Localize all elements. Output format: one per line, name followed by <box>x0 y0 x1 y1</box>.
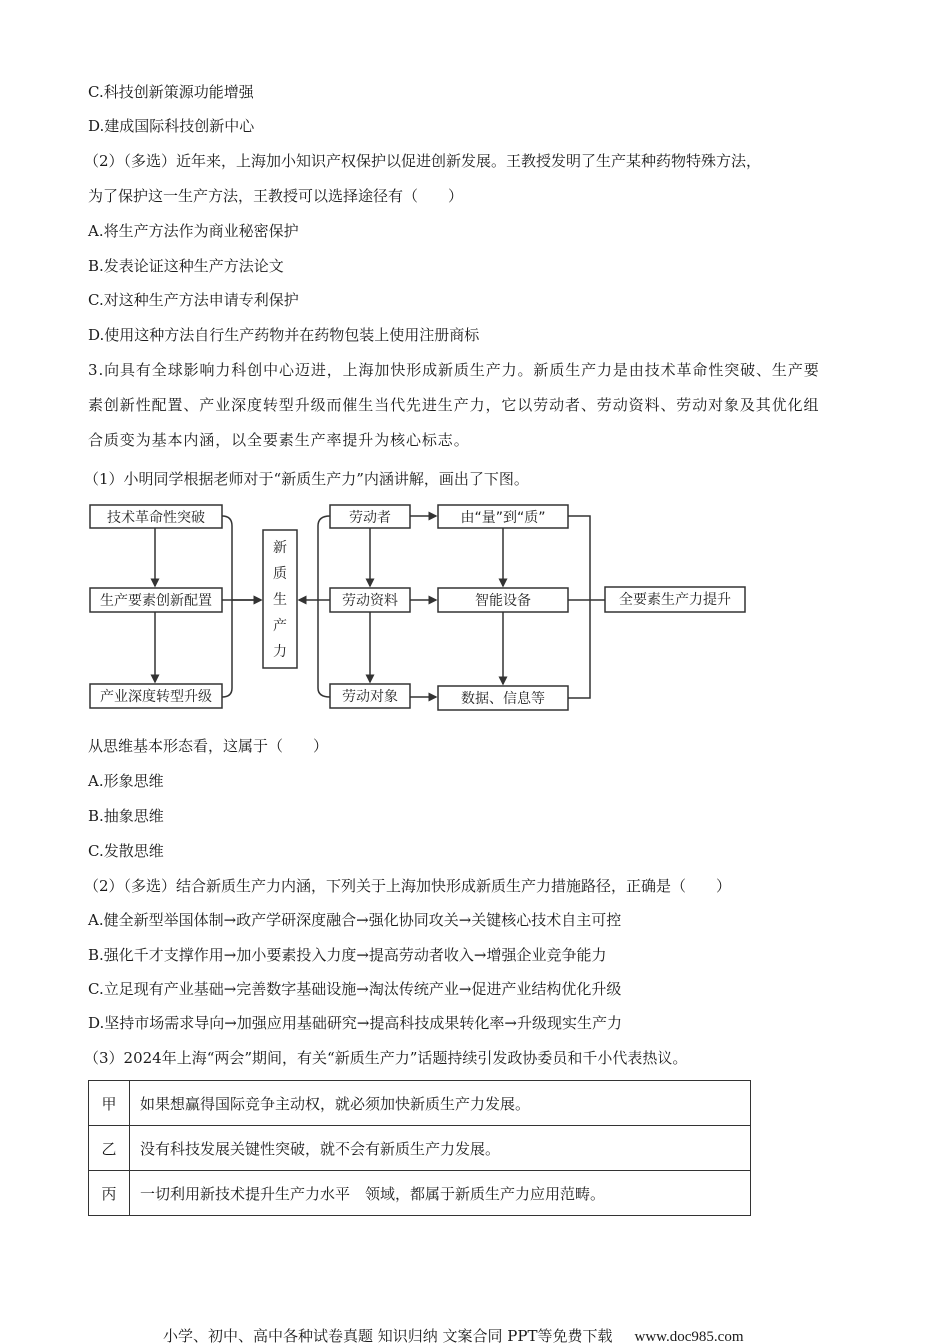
option-b: B.抽象思维 <box>88 807 164 825</box>
question-3-stem: 素创新性配置、产业深度转型升级而催生当代先进生产力，它以劳动者、劳动资料、劳动对象及其优化组 <box>88 396 820 414</box>
question-3-stem: 合质变为基本内涵，以全要素生产率提升为核心标志。 <box>88 431 470 449</box>
row-key: 乙 <box>89 1126 130 1171</box>
diagram-node: 智能设备 <box>475 593 531 609</box>
diagram-node: 全要素生产力提升 <box>619 592 731 608</box>
diagram-center-char: 生 <box>273 592 287 608</box>
diagram-node: 劳动资料 <box>342 593 398 609</box>
row-key: 甲 <box>89 1081 130 1126</box>
diagram-node: 生产要素创新配置 <box>100 593 212 609</box>
question-3-stem: 3.向具有全球影响力科创中心迈进，上海加快形成新质生产力。新质生产力是由技术革命性突破、生产要 <box>88 361 820 379</box>
diagram-node: 产业深度转型升级 <box>100 689 212 705</box>
diagram-node: 劳动对象 <box>342 689 398 705</box>
option-b: B.发表论证这种生产方法论文 <box>88 257 284 275</box>
option-d: D.坚持市场需求导向→加强应用基础研究→提高科技成果转化率→升级现实生产力 <box>88 1014 622 1032</box>
question-stem: 为了保护这一生产方法，王教授可以选择途径有（ ） <box>88 187 464 205</box>
diagram-center-char: 力 <box>273 644 287 660</box>
row-text: 一切利用新技术提升生产力水平 领域，都属于新质生产力应用范畴。 <box>130 1171 751 1216</box>
diagram-node: 数据、信息等 <box>461 691 545 707</box>
row-text: 没有科技发展关键性突破，就不会有新质生产力发展。 <box>130 1126 751 1171</box>
row-key: 丙 <box>89 1171 130 1216</box>
option-c: C.对这种生产方法申请专利保护 <box>88 291 299 309</box>
sub-question-2: （2）（多选）结合新质生产力内涵，下列关于上海加快形成新质生产力措施路径，正确是（ ） <box>84 877 732 895</box>
table-row <box>89 1171 751 1216</box>
option-a: A.形象思维 <box>88 772 164 790</box>
table-row <box>89 1081 751 1126</box>
option-c: C.发散思维 <box>88 842 164 860</box>
option-a: A.健全新型举国体制→政产学研深度融合→强化协同攻关→关键核心技术自主可控 <box>88 911 622 929</box>
diagram-center-char: 新 <box>273 540 287 556</box>
option-c: C.科技创新策源功能增强 <box>88 83 254 101</box>
diagram-center-char: 产 <box>273 618 287 634</box>
diagram-node: 技术革命性突破 <box>107 510 205 526</box>
option-d: D.建成国际科技创新中心 <box>88 117 255 135</box>
sub-question-3: （3）2024年上海“两会”期间，有关“新质生产力”话题持续引发政协委员和千小代表热议。 <box>84 1049 688 1067</box>
question-stem: （2）（多选）近年来，上海加小知识产权保护以促进创新发展。王教授发明了生产某种药物特殊方法， <box>84 152 762 170</box>
option-d: D.使用这种方法自行生产药物并在药物包装上使用注册商标 <box>88 326 480 344</box>
diagram-node: 由“量”到“质” <box>460 510 546 526</box>
footer <box>163 1325 744 1344</box>
option-c: C.立足现有产业基础→完善数字基础设施→淘汰传统产业→促进产业结构优化升级 <box>88 980 622 998</box>
sub-question-1: （1）小明同学根据老师对于“新质生产力”内涵讲解，画出了下图。 <box>84 470 529 488</box>
footer-text: 小学、初中、高中各种试卷真题 知识归纳 文案合同 PPT等免费下载 <box>163 1327 613 1344</box>
option-a: A.将生产方法作为商业秘密保护 <box>88 222 299 240</box>
footer-link[interactable]: www.doc985.com <box>634 1329 744 1344</box>
option-b: B.强化千才支撑作用→加小要素投入力度→提高劳动者收入→增强企业竞争能力 <box>88 946 607 964</box>
diagram-node: 劳动者 <box>349 510 391 526</box>
row-text: 如果想赢得国际竞争主动权，就必须加快新质生产力发展。 <box>130 1081 751 1126</box>
diagram-center-char: 质 <box>273 566 287 582</box>
table-row <box>89 1126 751 1171</box>
sub-question-1-question: 从思维基本形态看，这属于（ ） <box>88 737 329 755</box>
opinion-table <box>88 1080 751 1216</box>
